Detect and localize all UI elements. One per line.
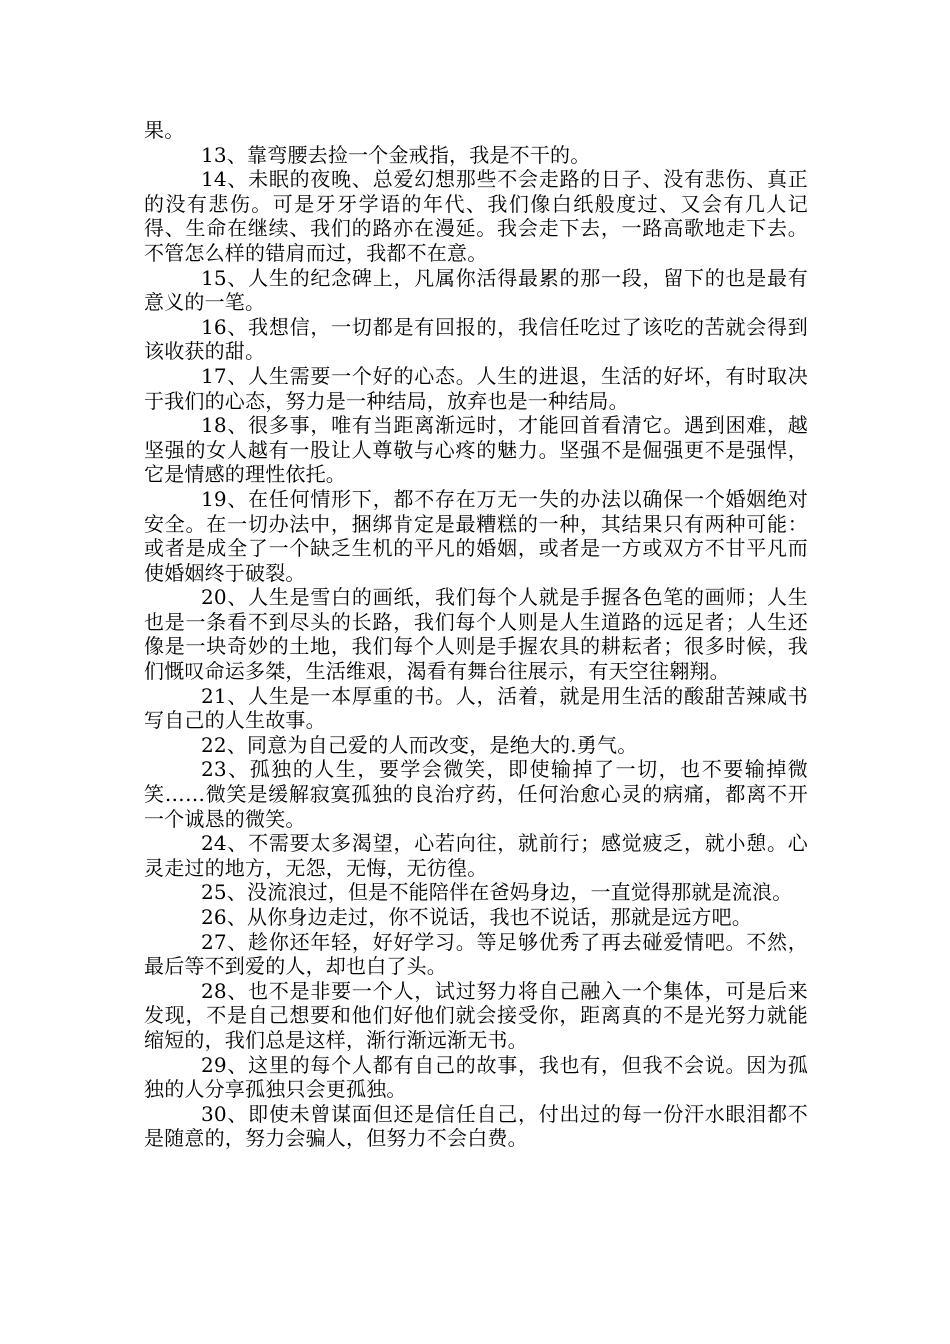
paragraph-18: 18、很多事，唯有当距离渐远时，才能回首看清它。遇到困难，越坚强的女人越有一股让人尊敬与心疼的魅力。坚强不是倔强更不是强悍，它是情感的理性依托。 — [144, 413, 808, 487]
paragraph-22: 22、同意为自己爱的人而改变，是绝大的.勇气。 — [201, 732, 638, 757]
paragraph-continuation: 果。 — [144, 118, 185, 142]
paragraph-15: 15、人生的纪念碑上，凡属你活得最累的那一段，留下的也是最有意义的一笔。 — [144, 265, 808, 315]
paragraph-28: 28、也不是非要一个人，试过努力将自己融入一个集体，可是后来发现，不是自己想要和他们好他们就会接受你，距离真的不是光努力就能缩短的，我们总是这样，渐行渐远渐无书。 — [144, 978, 808, 1052]
paragraph-20: 20、人生是雪白的画纸，我们每个人就是手握各色笔的画师；人生也是一条看不到尽头的长路，我们每个人则是人生道路的远足者；人生还像是一块奇妙的土地，我们每个人则是手握农具的耕耘者；很多时候，我们慨叹命运多桀，生活维艰，渴看有舞台往展示，有天空往翱翔。 — [144, 585, 808, 684]
paragraph-16: 16、我想信，一切都是有回报的，我信任吃过了该吃的苦就会得到该收获的甜。 — [144, 314, 808, 364]
paragraph-29: 29、这里的每个人都有自己的故事，我也有，但我不会说。因为孤独的人分享孤独只会更孤独。 — [144, 1052, 808, 1102]
paragraph-27: 27、趁你还年轻，好好学习。等足够优秀了再去碰爱情吧。不然，最后等不到爱的人，却也白了头。 — [144, 929, 808, 979]
paragraph-30: 30、即使未曾谋面但还是信任自己，付出过的每一份汗水眼泪都不是随意的，努力会骗人，但努力不会白费。 — [144, 1101, 808, 1151]
paragraph-24: 24、不需要太多渴望，心若向往，就前行；感觉疲乏，就小憩。心灵走过的地方，无怨，无悔，无彷徨。 — [144, 831, 808, 880]
paragraph-13: 13、靠弯腰去捡一个金戒指，我是不干的。 — [201, 142, 591, 167]
paragraph-17: 17、人生需要一个好的心态。人生的进退，生活的好坏，有时取决于我们的心态，努力是一种结局，放弃也是一种结局。 — [144, 363, 808, 413]
paragraph-26: 26、从你身边走过，你不说话，我也不说话，那就是远方吧。 — [201, 905, 753, 929]
paragraph-25: 25、没流浪过，但是不能陪伴在爸妈身边，一直觉得那就是流浪。 — [201, 880, 793, 905]
document-page — [144, 118, 808, 1151]
paragraph-21: 21、人生是一本厚重的书。人，活着，就是用生活的酸甜苦辣咸书写自己的人生故事。 — [144, 683, 808, 733]
paragraph-23: 23、孤独的人生，要学会微笑，即使输掉了一切，也不要输掉微笑……微笑是缓解寂寞孤独的良治疗药，任何治愈心灵的病痛，都离不开一个诚恳的微笑。 — [144, 757, 808, 831]
paragraph-14: 14、未眠的夜晚、总爱幻想那些不会走路的日子、没有悲伤、真正的没有悲伤。可是牙牙学语的年代、我们像白纸般度过、又会有几人记得、生命在继续、我们的路亦在漫延。我会走下去，一路高歌地走下去。不管怎么样的错肩而过，我都不在意。 — [144, 167, 808, 265]
paragraph-19: 19、在任何情形下，都不存在万无一失的办法以确保一个婚姻绝对安全。在一切办法中，捆绑肯定是最糟糕的一种，其结果只有两种可能：或者是成全了一个缺乏生机的平凡的婚姻，或者是一方或双方不甘平凡而使婚姻终于破裂。 — [144, 486, 808, 585]
